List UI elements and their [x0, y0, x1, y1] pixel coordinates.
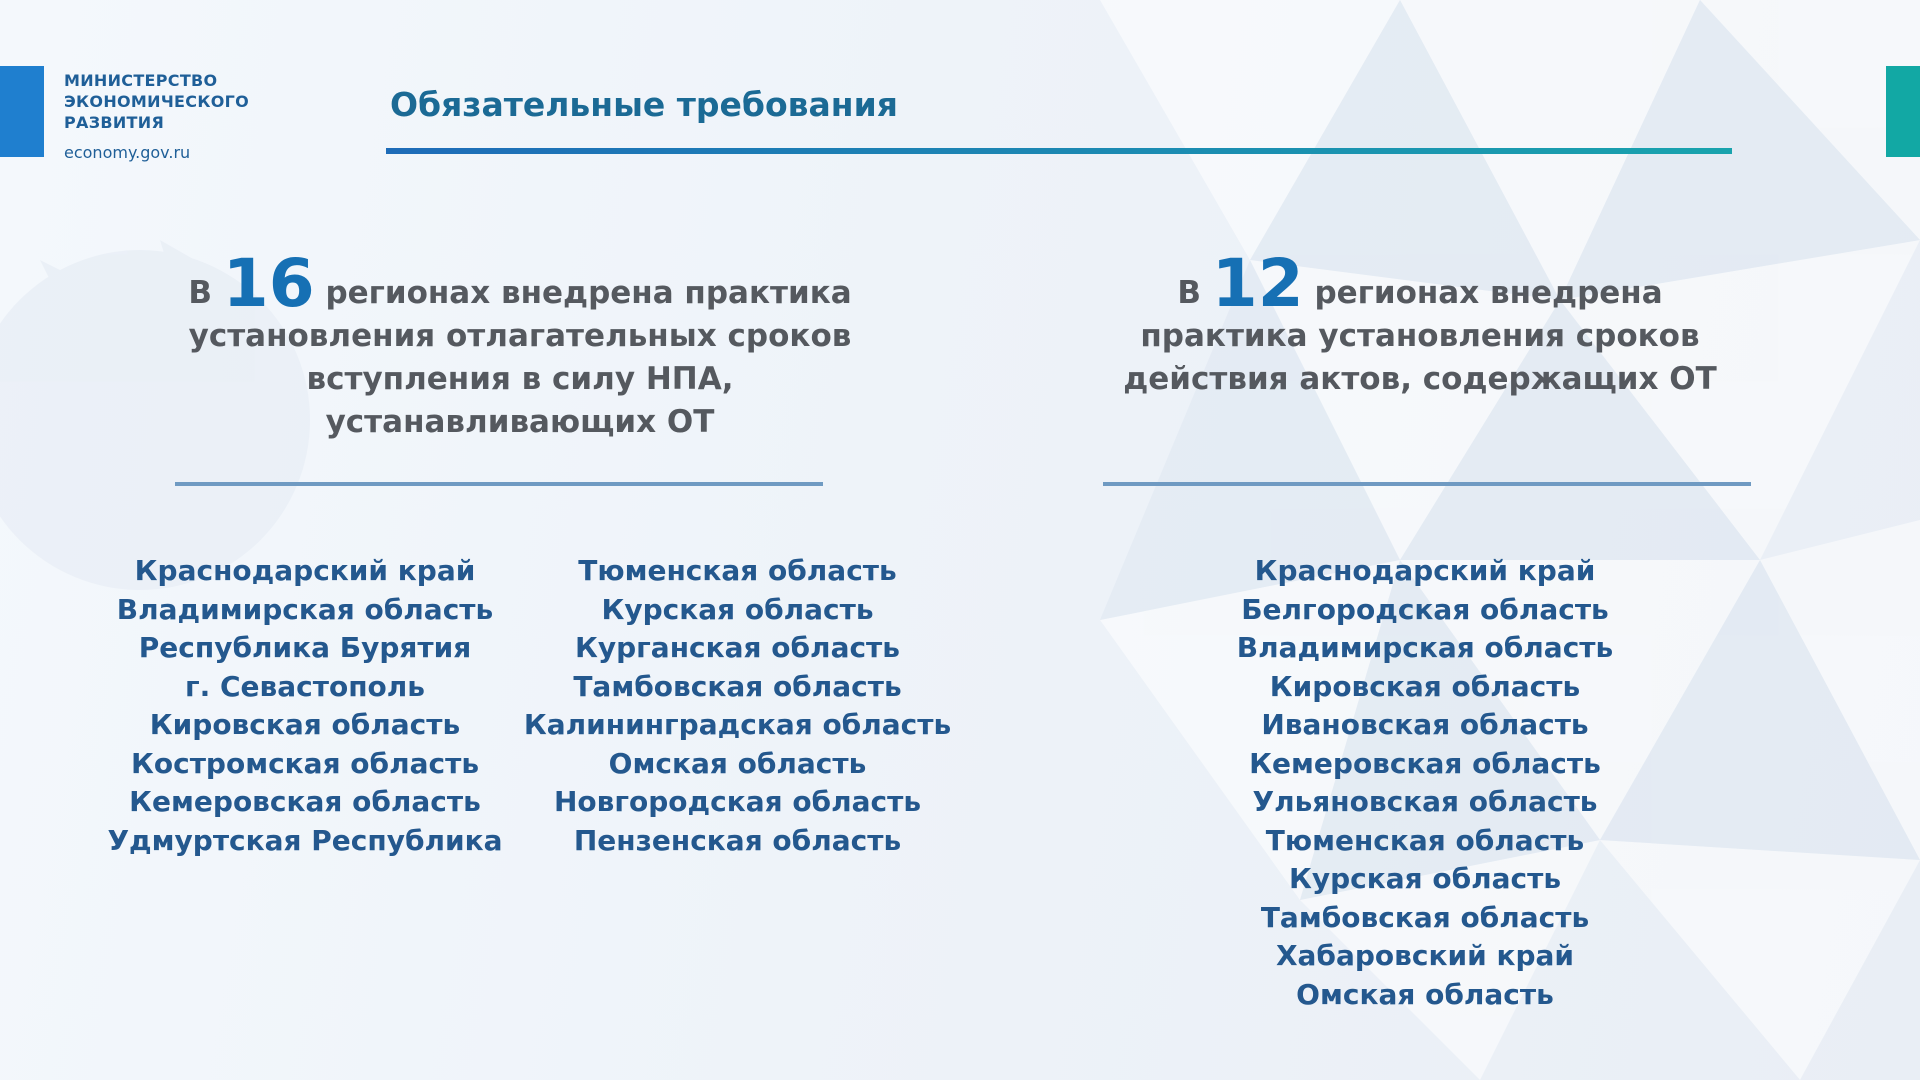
list-item: Кемеровская область: [1249, 746, 1601, 780]
list-item: Пензенская область: [573, 823, 902, 857]
list-item: г. Севастополь: [184, 669, 426, 703]
left-region-list-col1: [100, 552, 510, 860]
list-item: Омская область: [1296, 977, 1554, 1011]
list-item: Курская область: [601, 592, 874, 626]
right-heading-line1-rest: регионах внедрена: [1314, 275, 1663, 311]
logo-line-2: ЭКОНОМИЧЕСКОГО: [64, 92, 250, 111]
left-heading-line-2: установления отлагательных сроков: [188, 318, 852, 354]
list-item: Белгородская область: [1241, 592, 1609, 626]
list-item: Новгородская область: [553, 785, 922, 818]
right-heading-line-1: [1060, 245, 1780, 322]
left-region-list-col2: [520, 552, 955, 860]
right-accent-bar: [1886, 66, 1920, 157]
left-heading-line-4: устанавливающих ОТ: [325, 404, 715, 440]
page-title: Обязательные требования: [390, 85, 898, 124]
title-underline: [386, 148, 1732, 154]
left-heading-line1-rest: регионах внедрена практика: [325, 275, 852, 311]
left-heading-count: 16: [222, 245, 315, 322]
left-accent-bar: [0, 66, 44, 157]
logo-line-3: РАЗВИТИЯ: [64, 113, 165, 132]
list-item: Тамбовская область: [1260, 900, 1590, 934]
list-item: Краснодарский край: [134, 554, 476, 587]
list-item: Краснодарский край: [1254, 554, 1596, 587]
ministry-logo: [64, 70, 249, 162]
list-item: Курская область: [1288, 862, 1562, 895]
list-item: Ивановская область: [1261, 708, 1589, 741]
left-panel-heading: [160, 245, 880, 444]
right-panel-heading: [1060, 245, 1780, 401]
left-heading-line-3: вступления в силу НПА,: [306, 361, 734, 397]
list-item: Хабаровский край: [1275, 939, 1575, 972]
list-item: Владимирская область: [116, 592, 494, 626]
list-item: Курганская область: [575, 631, 900, 664]
right-region-list: [1190, 552, 1660, 1014]
list-item: Владимирская область: [1236, 631, 1614, 664]
right-heading-count: 12: [1211, 245, 1304, 322]
list-item: Омская область: [608, 746, 867, 780]
left-heading-prefix: В: [188, 275, 212, 311]
right-heading-prefix: В: [1177, 275, 1201, 311]
list-item: Костромская область: [130, 746, 480, 780]
list-item: Республика Бурятия: [138, 631, 472, 664]
list-item: Ульяновская область: [1252, 785, 1598, 818]
list-item: Кемеровская область: [129, 785, 481, 818]
right-heading-rule: [1103, 482, 1751, 486]
logo-url: economy.gov.ru: [64, 143, 191, 162]
right-heading-line-2: практика установления сроков: [1140, 318, 1700, 354]
list-item: Тюменская область: [1265, 823, 1585, 857]
list-item: Кировская область: [149, 708, 461, 741]
left-heading-line-1: [160, 245, 880, 322]
right-heading-line-3: действия актов, содержащих ОТ: [1123, 361, 1717, 397]
list-item: Тамбовская область: [573, 669, 902, 703]
left-heading-rule: [175, 482, 823, 486]
list-item: Калининградская область: [523, 708, 952, 741]
list-item: Удмуртская Республика: [107, 823, 503, 857]
logo-line-1: МИНИСТЕРСТВО: [64, 71, 218, 90]
list-item: Кировская область: [1269, 669, 1581, 703]
list-item: Тюменская область: [578, 554, 897, 587]
